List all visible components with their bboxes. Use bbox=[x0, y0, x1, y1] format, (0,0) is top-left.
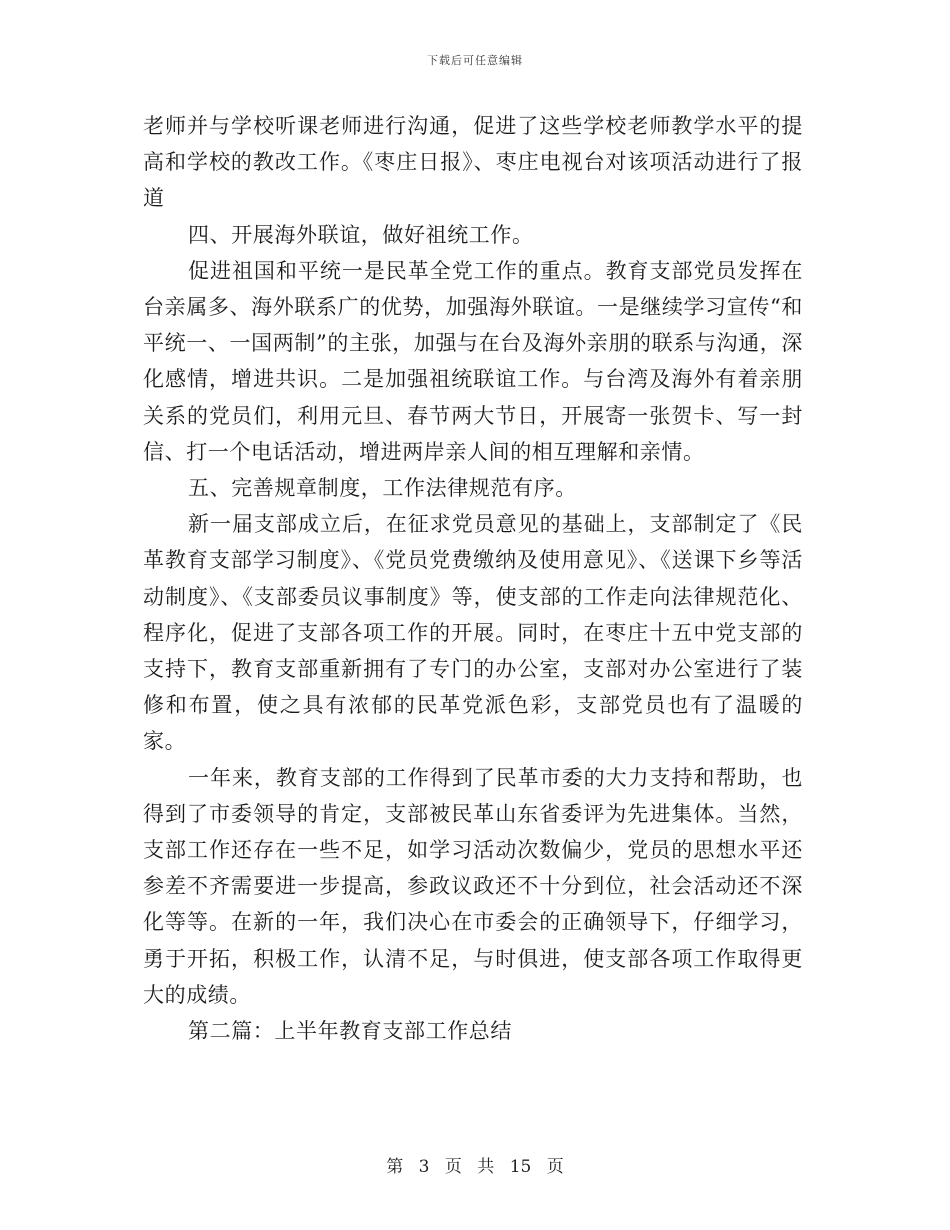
paragraph: 促进祖国和平统一是民革全党工作的重点。教育支部党员发挥在台亲属多、海外联系广的优势，加强海外联谊。一是继续学习宣传“和平统一、一国两制”的主张，加强与在台及海外亲朋的联系与沟通，深化感情，增进共识。二是加强祖统联谊工作。与台湾及海外有着亲朋关系的党员们，利用元旦、春节两大节日，开展寄一张贺卡、写一封信、打一个电话活动，增进两岸亲人间的相互理解和亲情。 bbox=[143, 258, 803, 464]
paragraph: 新一届支部成立后，在征求党员意见的基础上，支部制定了《民革教育支部学习制度》、《党员党费缴纳及使用意见》、《送课下乡等活动制度》、《支部委员议事制度》等，使支部的工作走向法律规范化、程序化，促进了支部各项工作的开展。同时，在枣庄十五中党支部的支持下，教育支部重新拥有了专门的办公室，支部对办公室进行了装修和布置，使之具有浓郁的民革党派色彩，支部党员也有了温暖的家。 bbox=[143, 512, 803, 754]
page-header-note: 下载后可任意编辑 bbox=[427, 54, 523, 67]
page-number-footer: 第 3 页 共 15 页 bbox=[386, 1157, 564, 1177]
paragraph: 一年来，教育支部的工作得到了民革市委的大力支持和帮助，也得到了市委领导的肯定，支部被民革山东省委评为先进集体。当然，支部工作还存在一些不足，如学习活动次数偏少，党员的思想水平还参差不齐需要进一步提高，参政议政还不十分到位，社会活动还不深化等等。在新的一年，我们决心在市委会的正确领导下，仔细学习，勇于开拓，积极工作，认清不足，与时俱进，使支部各项工作取得更大的成绩。 bbox=[143, 765, 803, 1007]
section-heading: 五、完善规章制度，工作法律规范有序。 bbox=[188, 476, 577, 501]
document-body bbox=[143, 108, 803, 1049]
paragraph: 老师并与学校听课老师进行沟通，促进了这些学校老师教学水平的提高和学校的教改工作。《枣庄日报》、枣庄电视台对该项活动进行了报道 bbox=[143, 114, 803, 211]
section-title: 第二篇：上半年教育支部工作总结 bbox=[188, 1019, 512, 1044]
section-heading: 四、开展海外联谊，做好祖统工作。 bbox=[188, 222, 534, 247]
